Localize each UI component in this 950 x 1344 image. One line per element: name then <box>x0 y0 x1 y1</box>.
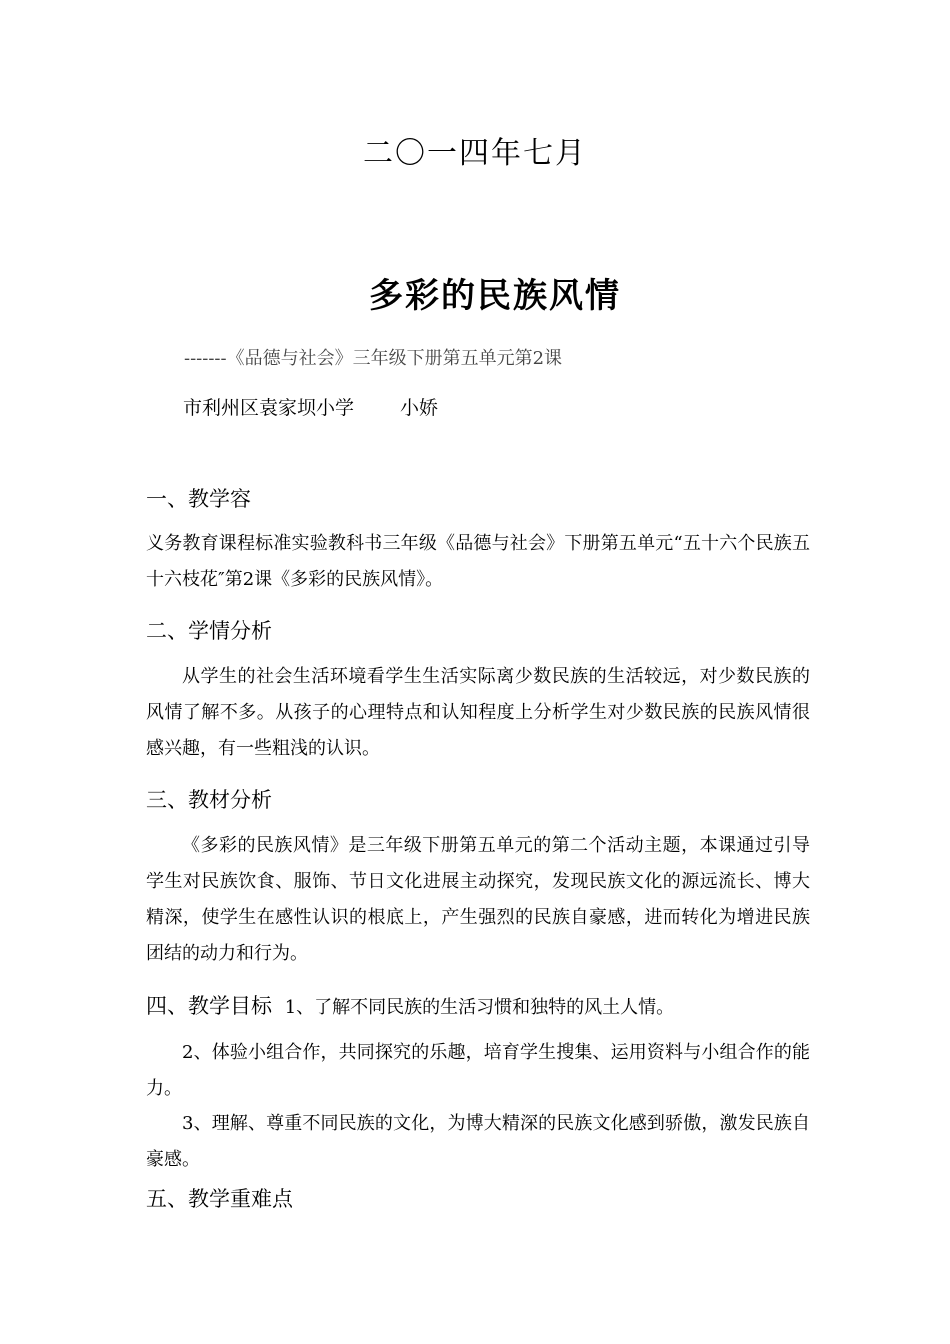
school-name: 市利州区袁家坝小学 <box>183 397 355 419</box>
section-3-body: 《多彩的民族风情》是三年级下册第五单元的第二个活动主题，本课通过引导学生对民族饮食、服饰、节日文化进展主动探究，发现民族文化的源远流长、博大精深，使学生在感性认识的根底上，产生强烈的民族自豪感，进而转化为增进民族团结的动力和行为。 <box>146 835 810 964</box>
document-title: 多彩的民族风情 <box>369 276 621 316</box>
date-line: 二〇一四年七月 <box>363 136 587 171</box>
section-3-heading: 三、教材分析 <box>146 788 272 812</box>
section-4-heading: 四、教学目标 <box>146 994 272 1018</box>
section-5-heading: 五、教学重难点 <box>146 1187 293 1211</box>
section-4-heading-line <box>146 990 810 1020</box>
section-1-body: 义务教育课程标准实验教科书三年级《品德与社会》下册第五单元“五十六个民族五十六枝花″第2课《多彩的民族风情》。 <box>146 533 810 590</box>
section-2-heading: 二、学情分析 <box>146 619 272 643</box>
goal-2: 2、体验小组合作，共同探究的乐趣，培育学生搜集、运用资料与小组合作的能力。 <box>146 1042 810 1099</box>
subtitle: -------《品德与社会》三年级下册第五单元第2课 <box>184 348 563 369</box>
section-1-heading: 一、教学容 <box>146 487 251 511</box>
goal-3: 3、理解、尊重不同民族的文化，为博大精深的民族文化感到骄傲，激发民族自豪感。 <box>146 1113 810 1170</box>
goal-1: 1、了解不同民族的生活习惯和独特的风土人情。 <box>284 997 675 1018</box>
section-2-body: 从学生的社会生活环境看学生生活实际离少数民族的生活较远，对少数民族的风情了解不多。从孩子的心理特点和认知程度上分析学生对少数民族的民族风情很感兴趣，有一些粗浅的认识。 <box>146 666 810 759</box>
author-name: 小娇 <box>400 397 439 419</box>
author-line <box>183 393 438 420</box>
